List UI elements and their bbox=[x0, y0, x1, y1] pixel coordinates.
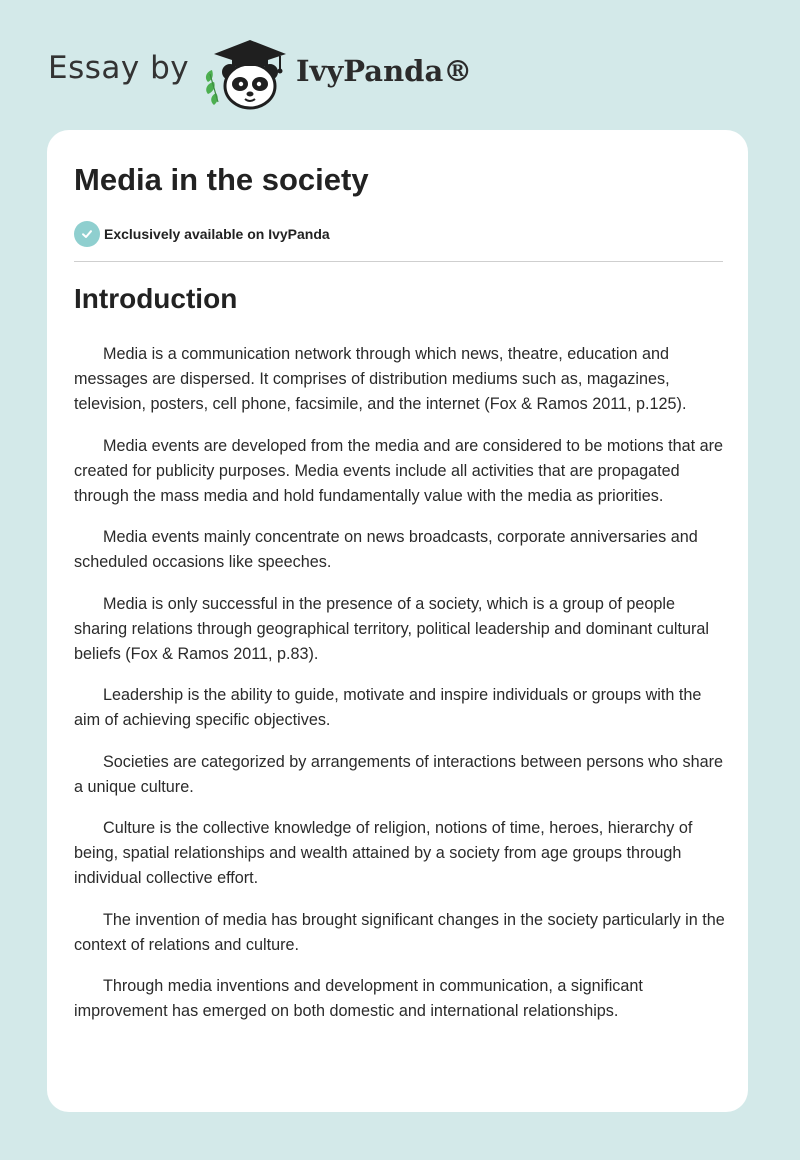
brand-name[interactable]: IvyPanda® bbox=[296, 54, 473, 88]
check-circle-icon bbox=[74, 221, 100, 247]
ivy-leaf-icon bbox=[206, 70, 218, 105]
essay-card bbox=[47, 130, 748, 1112]
section-heading-introduction: Introduction bbox=[74, 283, 238, 314]
paragraph: Culture is the collective knowledge of religion, notions of time, heroes, hierarchy of being, spatial relationships and wealth attained by a society from age groups through individual collective effort. bbox=[74, 819, 693, 887]
exclusive-badge-label: Exclusively available on IvyPanda bbox=[104, 226, 330, 242]
essay-body bbox=[74, 342, 726, 1041]
paragraph: Media events mainly concentrate on news broadcasts, corporate anniversaries and scheduled occasions like speeches. bbox=[74, 528, 698, 571]
page-title: Media in the society bbox=[74, 162, 369, 197]
paragraph: Media is only successful in the presence of a society, which is a group of people sharing relations through geographical territory, political leadership and dominant cultural beliefs (Fox & Ramos 2011, p.83). bbox=[74, 594, 709, 663]
essay-by-label: Essay by bbox=[48, 50, 190, 86]
paragraph: Media is a communication network through which news, theatre, education and messages are dispersed. It comprises of distribution mediums such as, magazines, television, posters, cell phone, facsimile, and the internet (Fox & Ramos 2011, p.125). bbox=[74, 345, 687, 413]
paragraph: Through media inventions and development in communication, a significant improvement has emerged on both domestic and international relationships. bbox=[74, 977, 643, 1020]
exclusive-badge bbox=[74, 221, 330, 247]
panda-graduate-logo-icon[interactable] bbox=[200, 36, 292, 110]
title-divider bbox=[74, 261, 723, 262]
paragraph: The invention of media has brought significant changes in the society particularly in the context of relations and culture. bbox=[74, 910, 725, 954]
site-header bbox=[0, 0, 800, 130]
paragraph: Media events are developed from the media and are considered to be motions that are created for publicity purposes. Media events include all activities that are propagated through the mass media and hold fundamentally value with the media as priorities. bbox=[74, 436, 723, 505]
paragraph: Leadership is the ability to guide, motivate and inspire individuals or groups with the aim of achieving specific objectives. bbox=[74, 686, 702, 729]
paragraph: Societies are categorized by arrangements of interactions between persons who share a unique culture. bbox=[74, 752, 723, 796]
